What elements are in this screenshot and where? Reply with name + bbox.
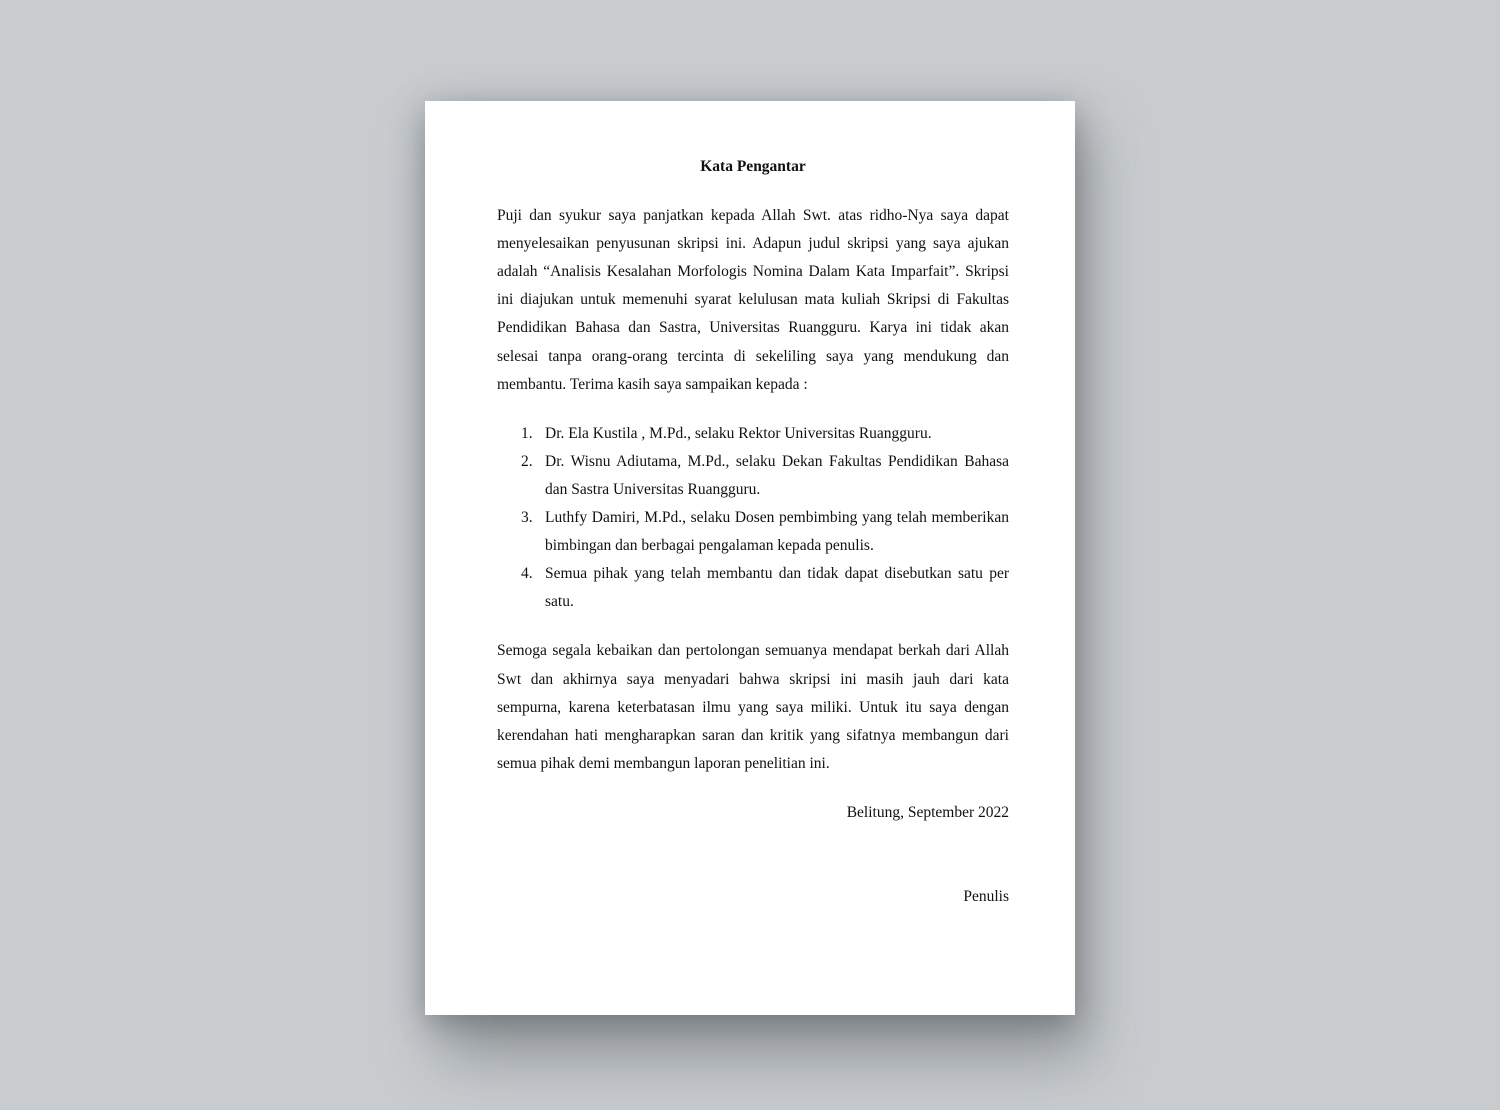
list-item-number: 3.: [521, 509, 533, 527]
document-page: [425, 101, 1075, 1015]
list-item-text: Dr. Wisnu Adiutama, M.Pd., selaku Dekan Fakultas Pendidikan Bahasa dan Sastra Universitas Ruangguru.: [545, 452, 1009, 498]
list-item: [497, 420, 1009, 448]
place-date: Belitung, September 2022: [846, 803, 1009, 821]
document-content: [497, 153, 1009, 911]
list-item-text: Semua pihak yang telah membantu dan tidak dapat disebutkan satu per satu.: [545, 565, 1009, 611]
list-item-text: Luthfy Damiri, M.Pd., selaku Dosen pembimbing yang telah memberikan bimbingan dan berbagai pengalaman kepada penulis.: [545, 509, 1009, 555]
list-item-number: 4.: [521, 565, 533, 583]
document-title: Kata Pengantar: [700, 158, 806, 175]
list-item-number: 2.: [521, 452, 533, 470]
list-item: [497, 504, 1009, 560]
list-item: [497, 448, 1009, 504]
closing-paragraph: Semoga segala kebaikan dan pertolongan semuanya mendapat berkah dari Allah Swt dan akhirnya saya menyadari bahwa skripsi ini masih jauh dari kata sempurna, karena keterbatasan ilmu yang saya miliki. Untuk itu saya dengan kerendahan hati mengharapkan saran dan kritik yang sifatnya membangun dari semua pihak demi membangun laporan penelitian ini.: [497, 642, 1009, 772]
list-item-text: Dr. Ela Kustila , M.Pd., selaku Rektor Universitas Ruangguru.: [545, 424, 932, 442]
intro-paragraph: Puji dan syukur saya panjatkan kepada Allah Swt. atas ridho-Nya saya dapat menyelesaikan penyusunan skripsi ini. Adapun judul skripsi yang saya ajukan adalah “Analisis Kesalahan Morfologis Nomina Dalam Kata Imparfait”. Skripsi ini diajukan untuk memenuhi syarat kelulusan mata kuliah Skripsi di Fakultas Pendidikan Bahasa dan Sastra, Universitas Ruangguru. Karya ini tidak akan selesai tanpa orang-orang tercinta di sekeliling saya yang mendukung dan membantu. Terima kasih saya sampaikan kepada :: [497, 207, 1009, 393]
list-item-number: 1.: [521, 424, 533, 442]
list-item: [497, 560, 1009, 616]
acknowledgement-list: [497, 420, 1009, 617]
signature-label: Penulis: [963, 887, 1009, 905]
